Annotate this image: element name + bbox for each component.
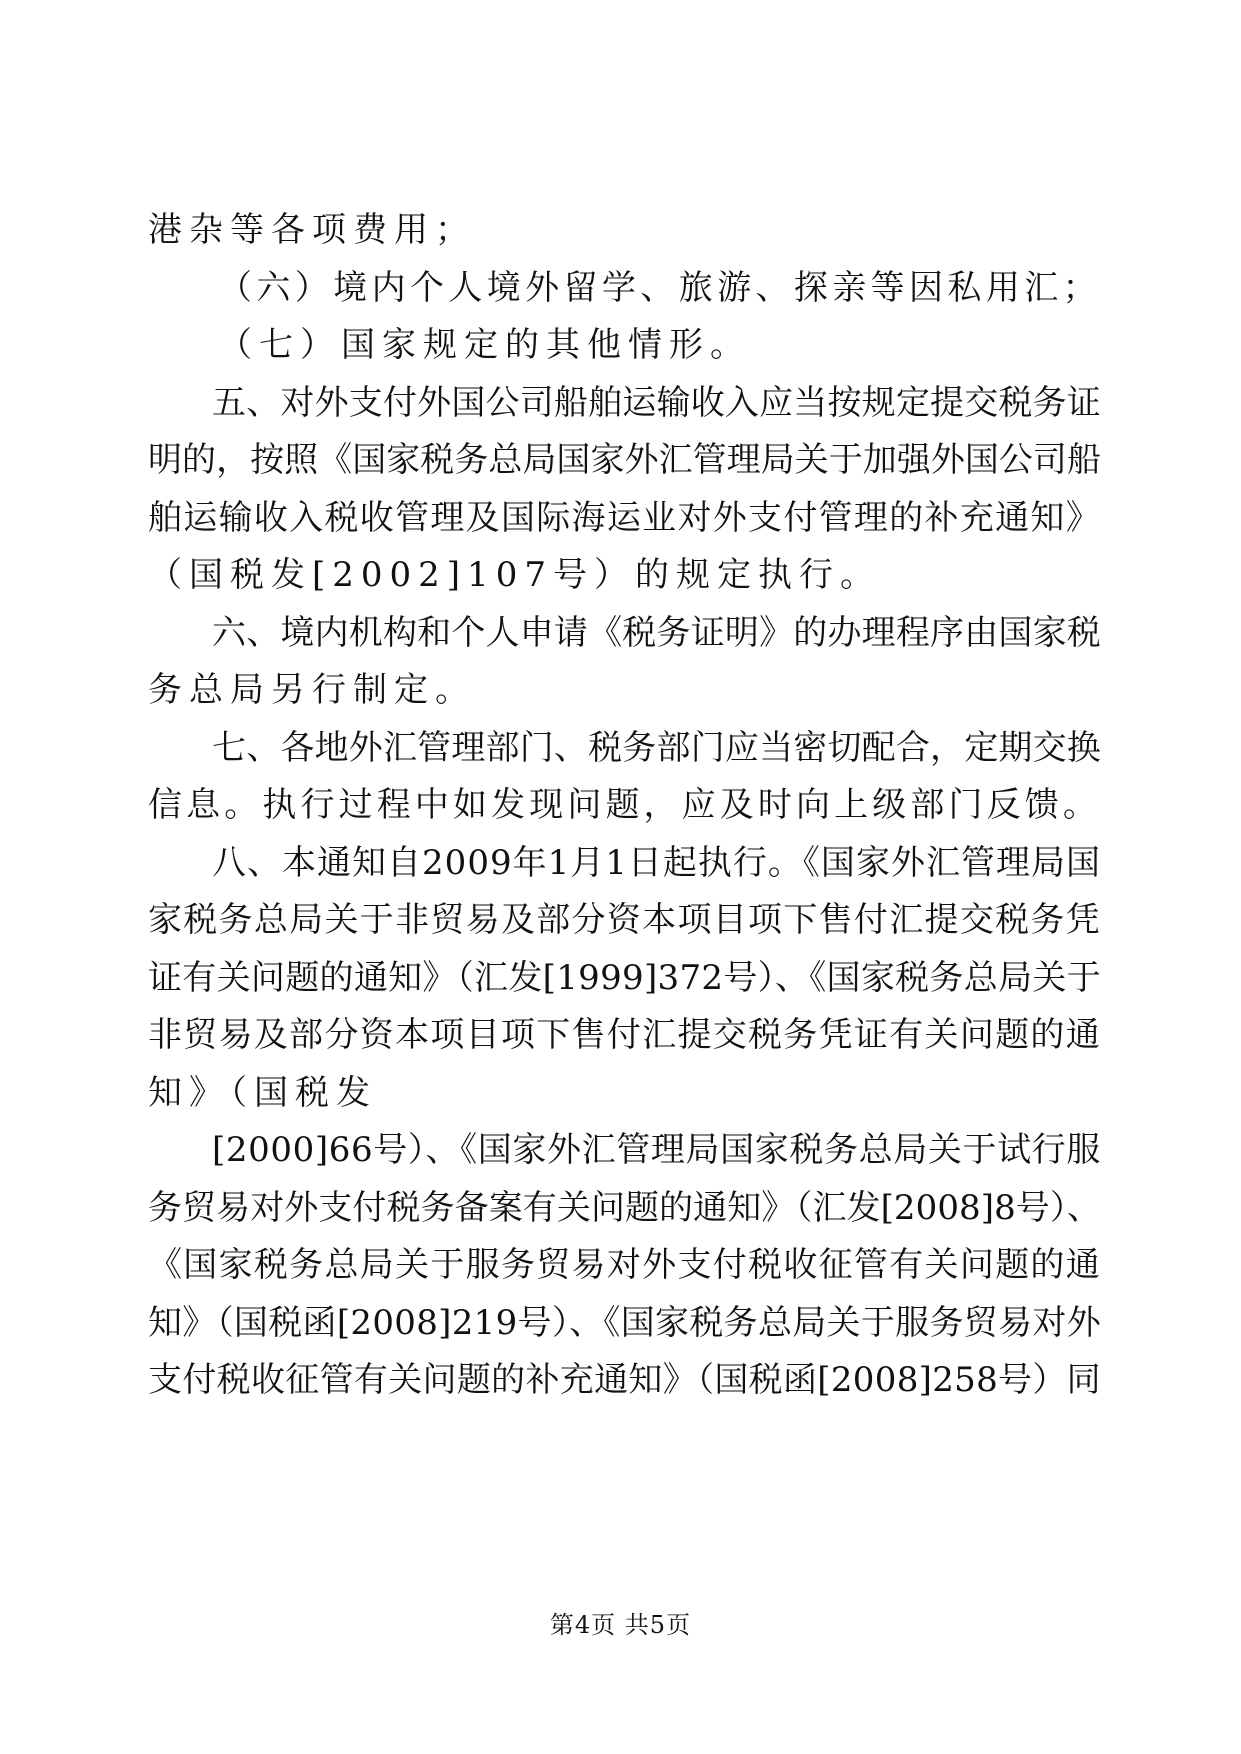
text-line: 非贸易及部分资本项目项下售付汇提交税务凭证有关问题的通 [148, 1015, 1101, 1055]
text-line: 支付税收征管有关问题的补充通知》（国税函[2008]258号）同 [148, 1360, 1101, 1400]
text-line: [2000]66号）、《国家外汇管理局国家税务总局关于试行服 [212, 1130, 1101, 1170]
text-line: 务贸易对外支付税务备案有关问题的通知》（汇发[2008]8号）、 [148, 1188, 1101, 1228]
text-line: 六、境内机构和个人申请《税务证明》的办理程序由国家税 [212, 613, 1101, 653]
page-number-footer: 第4页 共5页 [549, 1611, 692, 1639]
text-line: 知》（国税函[2008]219号）、《国家税务总局关于服务贸易对外 [148, 1303, 1101, 1343]
text-line: （七）国家规定的其他情形。 [218, 325, 751, 365]
text-line: 港杂等各项费用； [148, 210, 476, 250]
text-line: 证有关问题的通知》（汇发[1999]372号）、《国家税务总局关于 [148, 958, 1101, 998]
text-line: 家税务总局关于非贸易及部分资本项目项下售付汇提交税务凭 [148, 900, 1101, 940]
text-line: 务总局另行制定。 [148, 670, 476, 710]
text-line: （六）境内个人境外留学、旅游、探亲等因私用汇； [218, 268, 1101, 308]
text-line: 五、对外支付外国公司船舶运输收入应当按规定提交税务证 [212, 383, 1101, 423]
text-line: 信息。执行过程中如发现问题，应及时向上级部门反馈。 [148, 785, 1101, 825]
text-line: （国税发[2002]107号）的规定执行。 [148, 555, 881, 595]
text-line: 知》（国税发 [148, 1073, 377, 1113]
text-line: 舶运输收入税收管理及国际海运业对外支付管理的补充通知》 [148, 498, 1101, 538]
text-line: 七、各地外汇管理部门、税务部门应当密切配合，定期交换 [212, 728, 1101, 768]
text-line: 《国家税务总局关于服务贸易对外支付税收征管有关问题的通 [148, 1245, 1101, 1285]
text-line: 八、本通知自2009年1月1日起执行。《国家外汇管理局国 [212, 843, 1101, 883]
text-line: 明的，按照《国家税务总局国家外汇管理局关于加强外国公司船 [148, 440, 1101, 480]
